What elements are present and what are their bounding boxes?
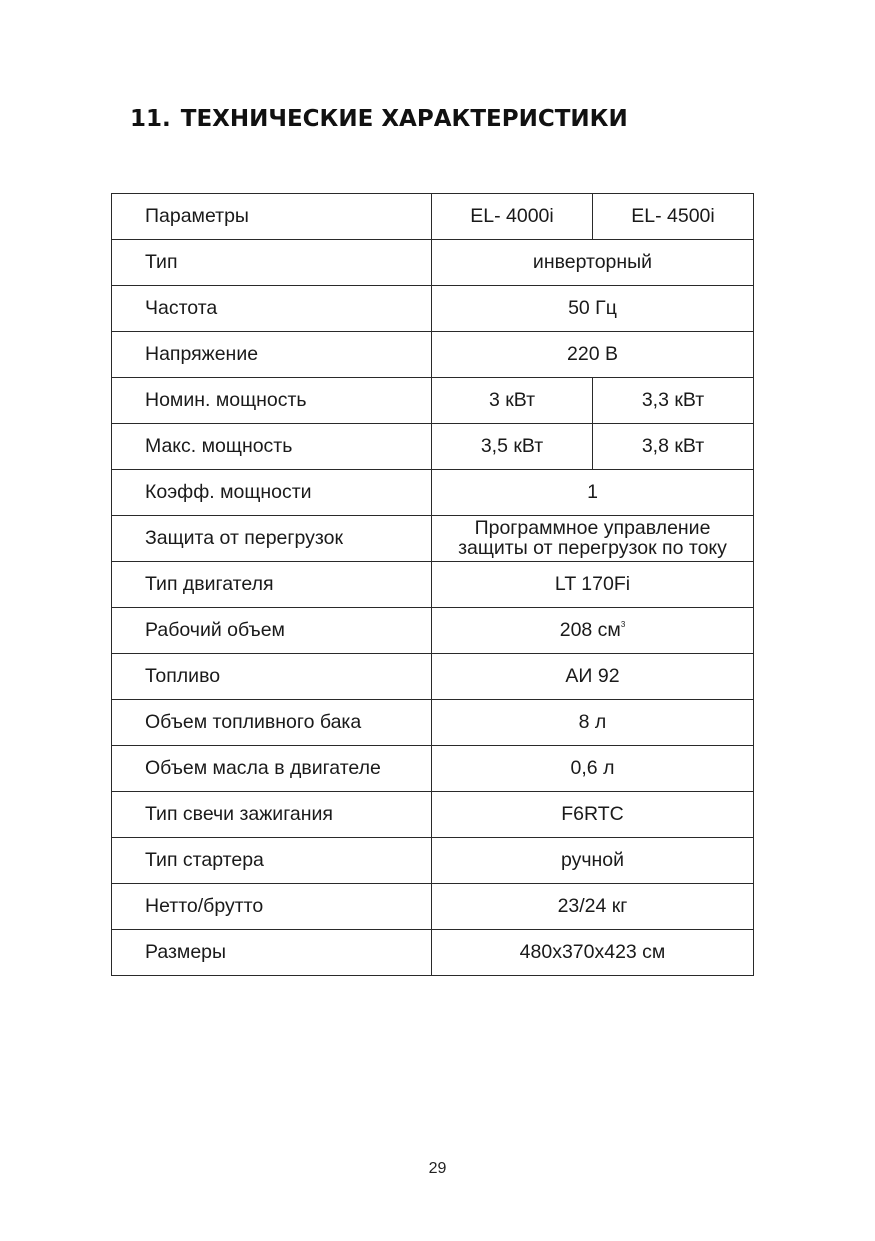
row-value-model-2: 3,3 кВт — [593, 378, 754, 424]
row-value: F6RTC — [432, 792, 754, 838]
row-value-model-1: 3,5 кВт — [432, 424, 593, 470]
row-label: Тип свечи зажигания — [112, 792, 432, 838]
row-label: Тип двигателя — [112, 562, 432, 608]
row-value — [432, 516, 754, 562]
row-value: 50 Гц — [432, 286, 754, 332]
row-label: Нетто/брутто — [112, 884, 432, 930]
unit-superscript: 3 — [620, 619, 626, 629]
row-label: Защита от перегрузок — [112, 516, 432, 562]
section-title-text: ТЕХНИЧЕСКИЕ ХАРАКТЕРИСТИКИ — [180, 106, 628, 132]
row-value: АИ 92 — [432, 654, 754, 700]
row-label: Макс. мощность — [112, 424, 432, 470]
row-value: 8 л — [432, 700, 754, 746]
table-row — [112, 516, 754, 562]
row-value-model-2: 3,8 кВт — [593, 424, 754, 470]
header-model-2: EL- 4500i — [593, 194, 754, 240]
row-value-line-1: Программное управление — [474, 517, 711, 539]
header-param: Параметры — [112, 194, 432, 240]
row-value-line-2: защиты от перегрузок по току — [458, 536, 727, 559]
table-row — [112, 424, 754, 470]
table-row — [112, 608, 754, 654]
page-number: 29 — [428, 1160, 447, 1177]
table-row — [112, 746, 754, 792]
table-row — [112, 930, 754, 976]
table-row — [112, 884, 754, 930]
table-header-row — [112, 194, 754, 240]
table-row — [112, 378, 754, 424]
row-value-text: 208 см — [559, 618, 621, 641]
row-value-model-1: 3 кВт — [432, 378, 593, 424]
row-label: Объем топливного бака — [112, 700, 432, 746]
row-label: Тип — [112, 240, 432, 286]
table-row — [112, 792, 754, 838]
row-label: Частота — [112, 286, 432, 332]
table-row — [112, 332, 754, 378]
row-value: ручной — [432, 838, 754, 884]
header-model-1: EL- 4000i — [432, 194, 593, 240]
row-label: Объем масла в двигателе — [112, 746, 432, 792]
row-value: LT 170Fi — [432, 562, 754, 608]
row-label: Рабочий объем — [112, 608, 432, 654]
row-label: Напряжение — [112, 332, 432, 378]
table-row — [112, 700, 754, 746]
row-value: 480x370x423 см — [432, 930, 754, 976]
table-row — [112, 562, 754, 608]
row-label: Тип стартера — [112, 838, 432, 884]
row-value: 23/24 кг — [432, 884, 754, 930]
row-value — [432, 608, 754, 654]
row-label: Коэфф. мощности — [112, 470, 432, 516]
row-value: 0,6 л — [432, 746, 754, 792]
row-label: Номин. мощность — [112, 378, 432, 424]
row-value: инверторный — [432, 240, 754, 286]
section-title — [130, 106, 628, 132]
specs-table — [111, 193, 754, 976]
row-label: Топливо — [112, 654, 432, 700]
table-row — [112, 470, 754, 516]
table-row — [112, 286, 754, 332]
table-row — [112, 240, 754, 286]
table-row — [112, 838, 754, 884]
table-row — [112, 654, 754, 700]
row-label: Размеры — [112, 930, 432, 976]
section-number: 11. — [130, 106, 171, 132]
row-value: 1 — [432, 470, 754, 516]
row-value: 220 В — [432, 332, 754, 378]
